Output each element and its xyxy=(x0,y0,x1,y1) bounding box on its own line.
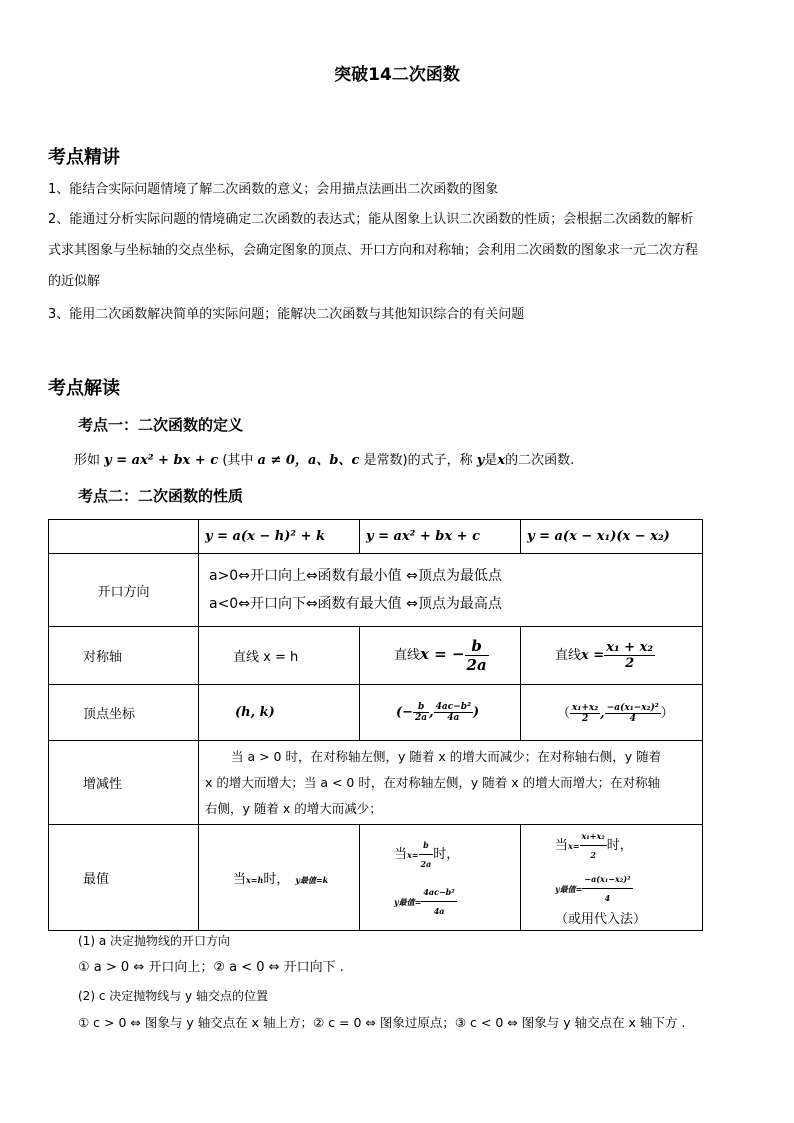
label-extreme: 最值 xyxy=(49,825,199,931)
header-factored-form: y = a(x − x₁)(x − x₂) xyxy=(521,520,703,554)
key-point-item-2: 2、能通过分析实际问题的情境确定二次函数的表达式；能从图象上认识二次函数的性质；会根据二次函数的解析 xyxy=(48,212,694,227)
header-empty-cell xyxy=(49,520,199,554)
extreme-c2-cond-lhs: x= xyxy=(407,849,419,860)
definition-x: x xyxy=(497,453,506,468)
vertex-c2-num1: b xyxy=(413,702,429,713)
vertex-c2-den1: 2a xyxy=(415,713,428,723)
extreme-factored-form xyxy=(521,825,703,931)
extreme-c3-cond-frac xyxy=(580,827,607,864)
table-header-row xyxy=(49,520,703,554)
note-3: (2) c 决定抛物线与 y 轴交点的位置 xyxy=(78,989,268,1003)
axis-c2-fraction xyxy=(465,637,489,674)
opening-content xyxy=(199,554,703,627)
axis-c2-lhs: x = − xyxy=(420,645,465,663)
axis-c1: 直线 x = h xyxy=(233,650,299,665)
definition-formula: y = ax² + bx + c xyxy=(104,453,219,468)
extreme-c2-y-frac xyxy=(421,883,456,920)
vertex-factored-form: （ $\frac{\text{x₁+x₂}}{2}$ , $\frac{\text{−a(x₁−x₂)²}}{4}$ ） xyxy=(521,685,703,741)
extreme-c2-then: 时， xyxy=(433,846,460,862)
extreme-c2-y-num: 4ac−b² xyxy=(421,883,456,902)
monotonic-line-1: 当 a > 0 时，在对称轴左侧，y 随着 x 的增大而减少；在对称轴右侧，y 随着 xyxy=(231,748,662,764)
properties-table xyxy=(48,519,703,931)
opening-line-negative: a<0⇔开口向下⇔函数有最大值 ⇔顶点为最高点 xyxy=(209,596,502,612)
extreme-c2-cond-frac xyxy=(419,836,434,873)
axis-c2-prefix: 直线 xyxy=(394,648,421,663)
extreme-c2-value-line xyxy=(394,883,514,920)
axis-c3-prefix: 直线 xyxy=(555,648,582,663)
row-monotonic xyxy=(49,741,703,825)
extreme-c3-when: 当 xyxy=(555,837,569,853)
definition-condition: a ≠ 0，a、b、c xyxy=(257,453,360,468)
vertex-c2-den2: 4a xyxy=(447,713,460,723)
axis-c2-den: 2a xyxy=(466,656,487,674)
extreme-c3-cond-den: 2 xyxy=(590,849,596,860)
axis-factored-form xyxy=(521,627,703,685)
vertex-c3-frac1 xyxy=(570,703,600,724)
vertex-c3-den1: 2 xyxy=(581,713,589,724)
extreme-general-form xyxy=(360,825,521,931)
extreme-c2-cond-line xyxy=(394,836,514,873)
vertex-c3-frac2 xyxy=(605,703,661,724)
key-point-item-2-cont: 式求其图象与坐标轴的交点坐标，会确定图象的顶点、开口方向和对称轴；会利用二次函数的图象求一元二次方程 xyxy=(48,243,699,258)
point1-title: 考点一：二次函数的定义 xyxy=(78,416,244,434)
extreme-c3-y-num: −a(x₁−x₂)² xyxy=(582,870,632,889)
monotonic-line-2: x 的增大而增大；当 a < 0 时，在对称轴左侧，y 随着 x 的增大而增大；在对称轴 xyxy=(205,774,661,790)
vertex-c3-num2: −a(x₁−x₂)² xyxy=(606,702,659,713)
axis-c3-lhs: x = xyxy=(581,648,605,663)
point2-title: 考点二：二次函数的性质 xyxy=(78,487,244,505)
extreme-c2-y-lhs: y最值= xyxy=(394,896,422,907)
definition-y: y xyxy=(476,453,485,468)
definition-mid: (其中 xyxy=(222,453,254,468)
definition-prefix: 形如 xyxy=(74,453,101,468)
axis-c2-num: b xyxy=(465,637,489,656)
label-monotonic: 增减性 xyxy=(49,741,199,825)
extreme-c3-cond-lhs: x= xyxy=(568,840,580,851)
label-opening: 开口方向 xyxy=(49,554,199,627)
vertex-general-form: (− $\frac{b}{2a}$ , $\frac{\text{4ac−b²}}{4a}$ ) xyxy=(360,685,521,741)
axis-c3-den: 2 xyxy=(625,656,635,671)
key-point-item-3: 3、能用二次函数解决简单的实际问题；能解决二次函数与其他知识综合的有关问题 xyxy=(48,307,525,322)
definition-suffix1: 是常数)的式子，称 xyxy=(363,453,473,468)
definition-is: 是 xyxy=(484,453,498,468)
vertex-c3-den2: 4 xyxy=(629,713,636,724)
axis-c3-fraction xyxy=(604,640,655,671)
extreme-c1-cond: x=h xyxy=(246,875,264,885)
extreme-c2-when: 当 xyxy=(394,846,408,862)
header-general-form: y = ax² + bx + c xyxy=(360,520,521,554)
section-heading-key-points: 考点精讲 xyxy=(48,147,120,168)
extreme-vertex-form xyxy=(199,825,360,931)
extreme-c3-cond-line xyxy=(555,827,696,864)
extreme-c2-cond-num: b xyxy=(419,836,434,855)
extreme-c1-when: 当 xyxy=(233,872,247,887)
note-1: (1) a 决定抛物线的开口方向 xyxy=(78,934,230,948)
axis-general-form xyxy=(360,627,521,685)
extreme-c3-y-frac xyxy=(582,870,632,907)
row-extreme xyxy=(49,825,703,931)
header-vertex-form: y = a(x − h)² + k xyxy=(199,520,360,554)
label-axis: 对称轴 xyxy=(49,627,199,685)
vertex-c2-frac2 xyxy=(434,702,473,723)
monotonic-line-3: 右侧，y 随着 x 的增大而减少； xyxy=(205,800,382,816)
note-4: ① c > 0 ⇔ 图象与 y 轴交点在 x 轴上方；② c = 0 ⇔ 图象过原点；③ c < 0 ⇔ 图象与 y 轴交点在 x 轴下方 . xyxy=(78,1015,686,1030)
page-title: 突破14二次函数 xyxy=(334,65,460,85)
definition-suffix2: 的二次函数. xyxy=(505,453,575,468)
axis-c3-num: x₁ + x₂ xyxy=(606,640,654,655)
extreme-c3-y-den: 4 xyxy=(604,892,611,903)
vertex-c1: (h, k) xyxy=(199,685,360,741)
monotonic-content xyxy=(199,741,703,825)
extreme-c3-value-line xyxy=(555,870,696,907)
extreme-c3-y-lhs: y最值= xyxy=(555,883,583,894)
extreme-c3-cond-num: x₁+x₂ xyxy=(580,827,607,846)
note-2: ① a > 0 ⇔ 开口向上；② a < 0 ⇔ 开口向下 . xyxy=(78,960,344,975)
opening-line-positive: a>0⇔开口向上⇔函数有最小值 ⇔顶点为最低点 xyxy=(209,568,502,584)
extreme-c3-then: 时， xyxy=(606,837,633,853)
vertex-c2-num2: 4ac−b² xyxy=(435,702,472,712)
extreme-c2-cond-den: 2a xyxy=(420,858,432,869)
row-opening xyxy=(49,554,703,627)
extreme-c3-note: （或用代入法） xyxy=(555,911,647,927)
section-heading-interpretation: 考点解读 xyxy=(48,378,120,399)
definition-text xyxy=(74,451,574,471)
label-vertex: 顶点坐标 xyxy=(49,685,199,741)
extreme-c1-y: y最值=k xyxy=(295,875,329,885)
row-axis xyxy=(49,627,703,685)
vertex-c2-frac1 xyxy=(413,702,429,723)
extreme-c2-y-den: 4a xyxy=(433,905,445,916)
extreme-c1-then: 时， xyxy=(263,872,290,887)
axis-vertex-form xyxy=(199,627,360,685)
key-point-item-1: 1、能结合实际问题情境了解二次函数的意义；会用描点法画出二次函数的图象 xyxy=(48,182,499,197)
row-vertex xyxy=(49,685,703,741)
vertex-c3-num1: x₁+x₂ xyxy=(572,702,599,713)
key-point-item-2-end: 的近似解 xyxy=(48,274,101,289)
